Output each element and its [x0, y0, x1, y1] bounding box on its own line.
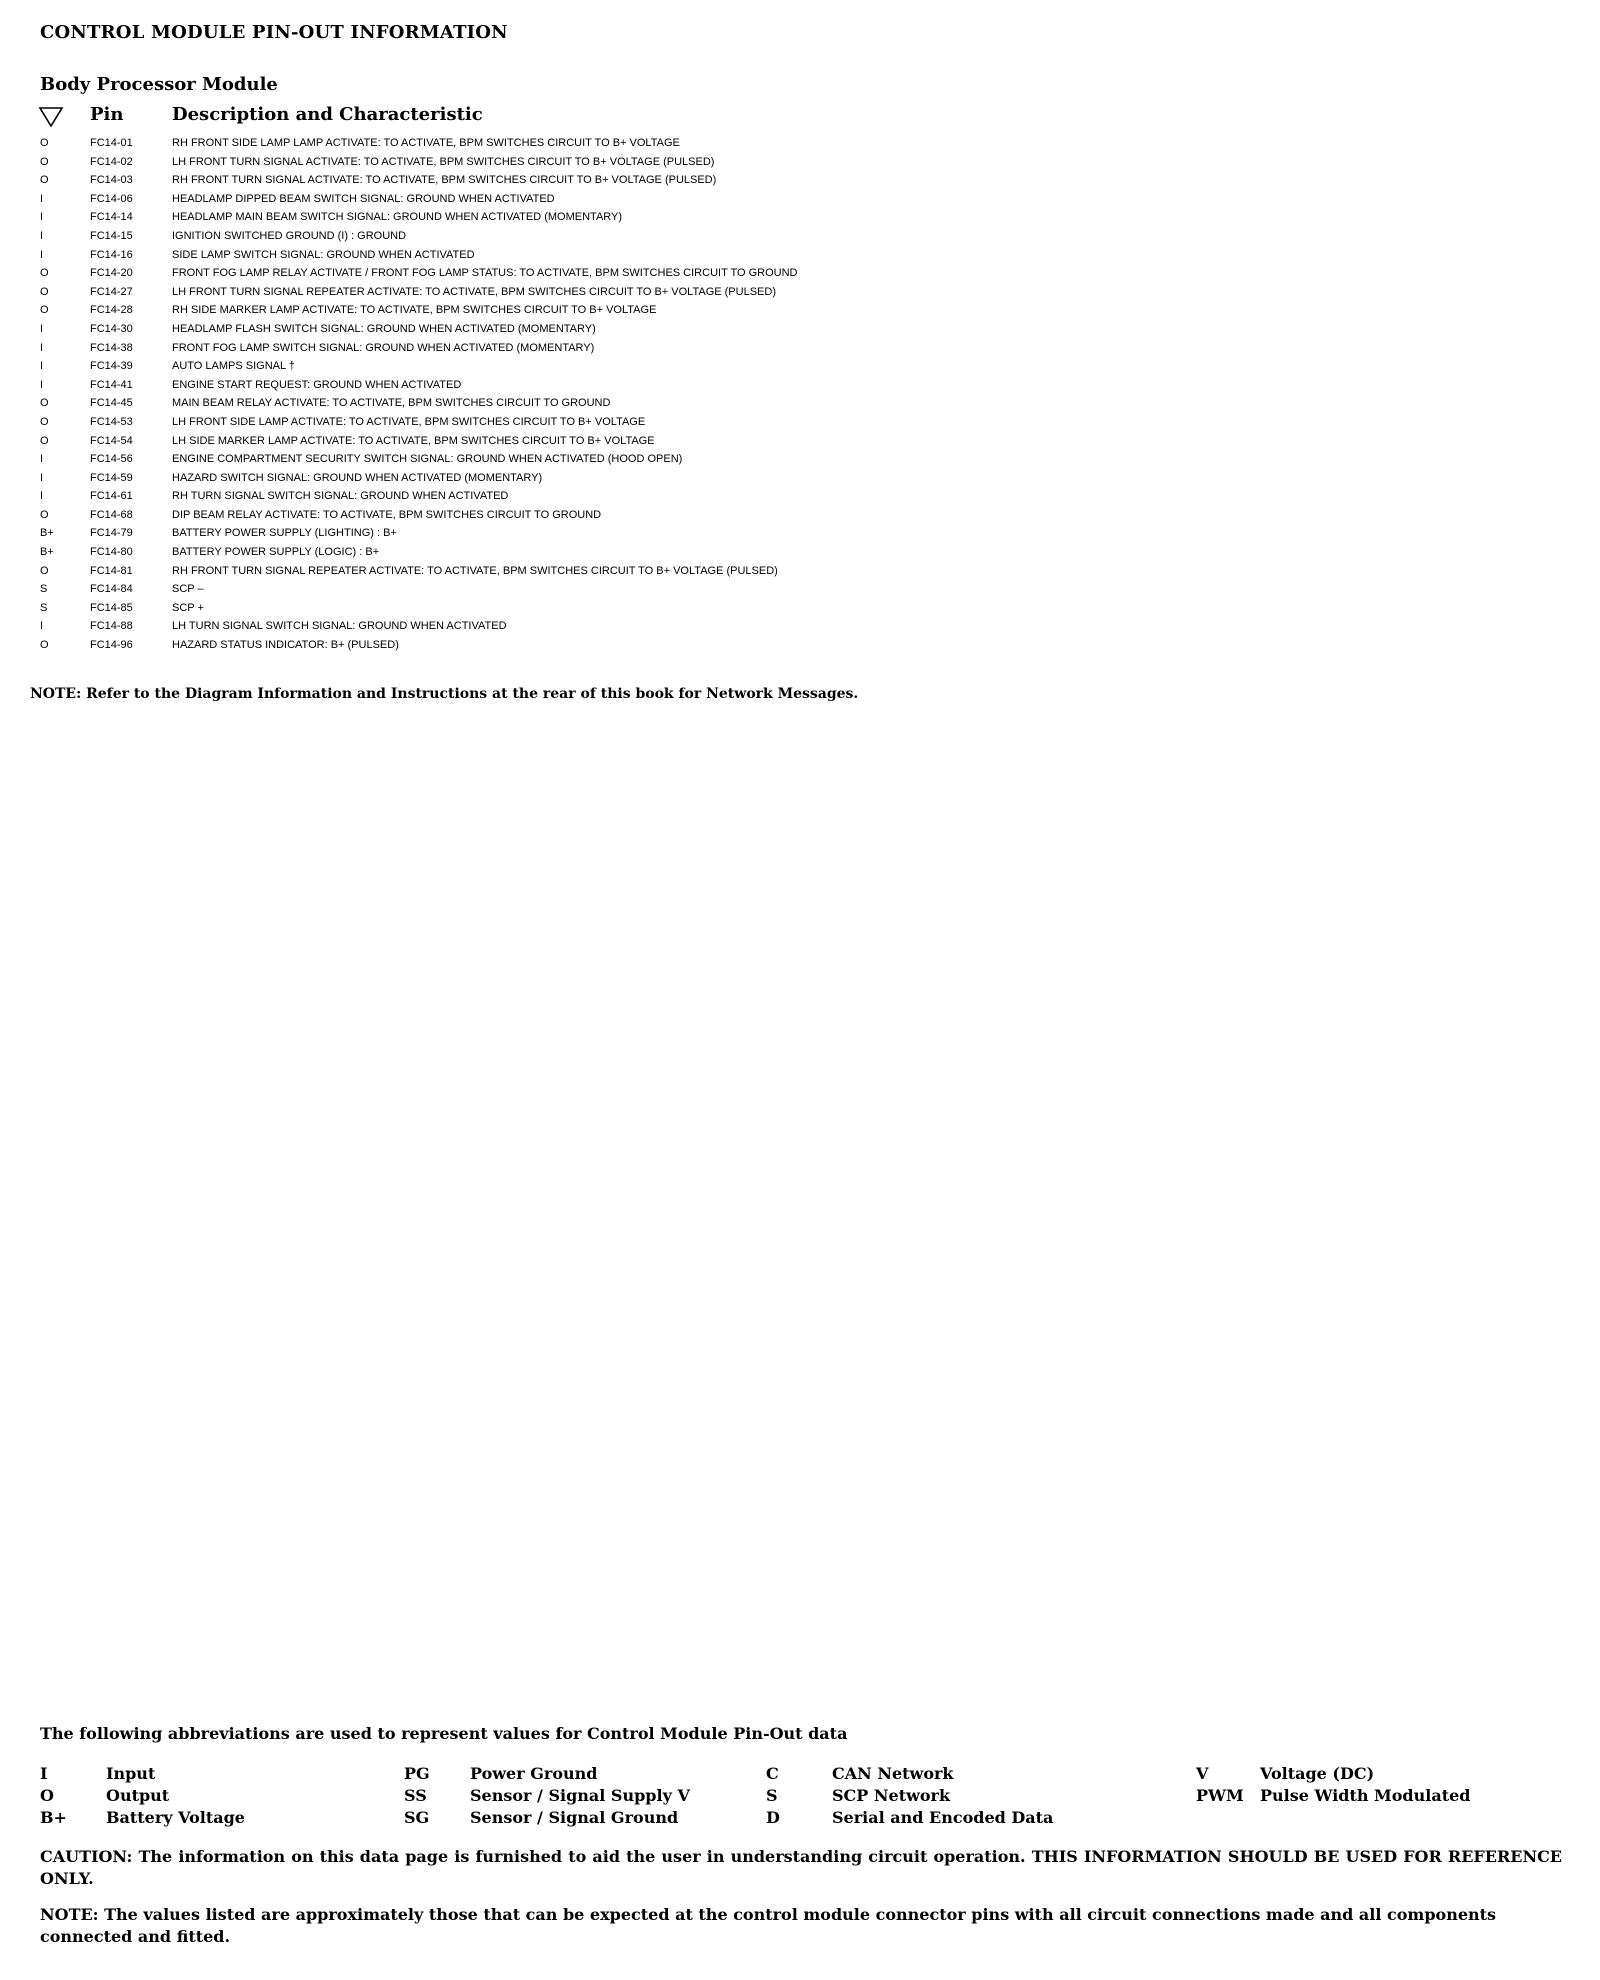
pin-id: FC14-14 — [90, 211, 133, 224]
abbreviation-meaning: Input — [106, 1764, 156, 1783]
pin-type: O — [40, 267, 49, 280]
pin-id: FC14-01 — [90, 137, 133, 149]
pin-id: FC14-81 — [90, 564, 133, 577]
table-row — [40, 320, 1240, 339]
abbreviation-meaning: Serial and Encoded Data — [832, 1808, 1054, 1827]
table-row — [40, 246, 1240, 265]
pin-type: S — [40, 601, 48, 614]
table-row — [40, 134, 1240, 153]
pin-type: O — [40, 137, 49, 149]
pin-id: FC14-96 — [90, 639, 133, 652]
pin-description: RH SIDE MARKER LAMP ACTIVATE: TO ACTIVATE, BPM SWITCHES CIRCUIT TO B+ VOLTAGE — [172, 304, 657, 317]
triangle-down-icon — [38, 106, 64, 128]
table-row — [40, 413, 1240, 432]
pin-description: IGNITION SWITCHED GROUND (I) : GROUND — [172, 229, 407, 242]
pin-id: FC14-56 — [90, 453, 133, 466]
pin-id: FC14-61 — [90, 490, 133, 503]
caution-text: CAUTION: The information on this data page is furnished to aid the user in understanding circuit operation. THIS INFORMATION SHOULD BE USED FOR REFERENCE ONLY. — [40, 1847, 1562, 1888]
pin-id: FC14-20 — [90, 267, 133, 280]
pin-description: SCP – — [172, 583, 204, 596]
pin-description: LH TURN SIGNAL SWITCH SIGNAL: GROUND WHEN ACTIVATED — [172, 620, 507, 633]
pin-id: FC14-39 — [90, 360, 133, 373]
pin-type: B+ — [40, 527, 54, 540]
pin-type: I — [40, 211, 44, 224]
pin-id: FC14-53 — [90, 415, 133, 428]
abbreviation-code: S — [766, 1786, 778, 1805]
pin-description: RH FRONT SIDE LAMP LAMP ACTIVATE: TO ACTIVATE, BPM SWITCHES CIRCUIT TO B+ VOLTAGE — [172, 137, 680, 149]
pin-description: ENGINE COMPARTMENT SECURITY SWITCH SIGNAL: GROUND WHEN ACTIVATED (HOOD OPEN) — [172, 453, 683, 466]
pin-type: O — [40, 397, 49, 410]
abbreviation-code: C — [766, 1764, 779, 1783]
pin-id: FC14-80 — [90, 546, 133, 559]
pin-description: BATTERY POWER SUPPLY (LOGIC) : B+ — [172, 546, 380, 559]
table-row — [40, 339, 1240, 358]
table-row — [40, 376, 1240, 395]
header-description: Description and Characteristic — [172, 104, 483, 125]
page-title: CONTROL MODULE PIN-OUT INFORMATION — [40, 22, 508, 43]
table-row — [40, 171, 1240, 190]
pin-id: FC14-38 — [90, 341, 133, 354]
pin-description: FRONT FOG LAMP SWITCH SIGNAL: GROUND WHEN ACTIVATED (MOMENTARY) — [172, 341, 595, 354]
pin-type: I — [40, 229, 44, 242]
pin-description: LH FRONT TURN SIGNAL ACTIVATE: TO ACTIVATE, BPM SWITCHES CIRCUIT TO B+ VOLTAGE (PULSED) — [172, 155, 715, 168]
abbreviation-code: D — [766, 1808, 780, 1827]
pin-type: O — [40, 508, 49, 521]
pin-type: I — [40, 453, 44, 466]
pin-description: RH FRONT TURN SIGNAL ACTIVATE: TO ACTIVATE, BPM SWITCHES CIRCUIT TO B+ VOLTAGE (PULSED) — [172, 174, 717, 187]
pin-id: FC14-84 — [90, 583, 133, 596]
abbreviation-code: V — [1196, 1764, 1209, 1783]
pin-description: HEADLAMP DIPPED BEAM SWITCH SIGNAL: GROUND WHEN ACTIVATED — [172, 192, 555, 205]
pin-id: FC14-30 — [90, 322, 133, 335]
pin-id: FC14-88 — [90, 620, 133, 633]
abbreviation-meaning: Output — [106, 1786, 170, 1805]
network-messages-note: NOTE: Refer to the Diagram Information and Instructions at the rear of this book for Network Messages. — [30, 686, 859, 702]
table-row — [40, 469, 1240, 488]
pin-description: HAZARD SWITCH SIGNAL: GROUND WHEN ACTIVATED (MOMENTARY) — [172, 471, 543, 484]
pin-type: O — [40, 434, 49, 447]
table-row — [40, 153, 1240, 172]
abbreviation-meaning: Battery Voltage — [106, 1808, 245, 1827]
pin-description: HEADLAMP MAIN BEAM SWITCH SIGNAL: GROUND WHEN ACTIVATED (MOMENTARY) — [172, 211, 623, 224]
pin-id: FC14-06 — [90, 192, 133, 205]
table-row — [40, 562, 1240, 581]
table-row — [40, 190, 1240, 209]
pin-description: HAZARD STATUS INDICATOR: B+ (PULSED) — [172, 639, 399, 652]
table-row — [40, 580, 1240, 599]
abbreviation-meaning: SCP Network — [832, 1786, 951, 1805]
abbreviation-code: SG — [404, 1808, 430, 1827]
abbreviation-meaning: Power Ground — [470, 1764, 598, 1783]
pin-type: O — [40, 415, 49, 428]
table-row — [40, 208, 1240, 227]
pin-id: FC14-59 — [90, 471, 133, 484]
abbreviation-code: PWM — [1196, 1786, 1244, 1805]
pin-id: FC14-02 — [90, 155, 133, 168]
abbreviation-code: PG — [404, 1764, 430, 1783]
abbreviations-intro: The following abbreviations are used to represent values for Control Module Pin-Out data — [40, 1724, 848, 1743]
pin-description: SIDE LAMP SWITCH SIGNAL: GROUND WHEN ACTIVATED — [172, 248, 475, 261]
pin-description: SCP + — [172, 601, 204, 614]
pin-description: RH TURN SIGNAL SWITCH SIGNAL: GROUND WHEN ACTIVATED — [172, 490, 509, 503]
abbreviation-meaning: Pulse Width Modulated — [1260, 1786, 1471, 1805]
pin-id: FC14-16 — [90, 248, 133, 261]
table-row — [40, 283, 1240, 302]
pin-description: DIP BEAM RELAY ACTIVATE: TO ACTIVATE, BPM SWITCHES CIRCUIT TO GROUND — [172, 508, 602, 521]
pin-id: FC14-03 — [90, 174, 133, 187]
abbreviation-meaning: Sensor / Signal Supply V — [470, 1786, 690, 1805]
abbreviation-code: B+ — [40, 1808, 67, 1827]
pin-type: O — [40, 174, 49, 187]
pin-type: I — [40, 471, 44, 484]
abbreviation-meaning: Sensor / Signal Ground — [470, 1808, 679, 1827]
pin-description: MAIN BEAM RELAY ACTIVATE: TO ACTIVATE, BPM SWITCHES CIRCUIT TO GROUND — [172, 397, 611, 410]
abbreviation-code: SS — [404, 1786, 427, 1805]
pin-id: FC14-79 — [90, 527, 133, 540]
pin-id: FC14-15 — [90, 229, 133, 242]
pin-description: AUTO LAMPS SIGNAL † — [172, 360, 295, 373]
table-row — [40, 506, 1240, 525]
pin-description: HEADLAMP FLASH SWITCH SIGNAL: GROUND WHEN ACTIVATED (MOMENTARY) — [172, 322, 596, 335]
pin-description: LH FRONT TURN SIGNAL REPEATER ACTIVATE: TO ACTIVATE, BPM SWITCHES CIRCUIT TO B+ VOLTAGE (PULSED) — [172, 285, 776, 298]
pin-description: LH FRONT SIDE LAMP ACTIVATE: TO ACTIVATE, BPM SWITCHES CIRCUIT TO B+ VOLTAGE — [172, 415, 646, 428]
pin-id: FC14-68 — [90, 508, 133, 521]
pin-id: FC14-41 — [90, 378, 133, 391]
pin-description: BATTERY POWER SUPPLY (LIGHTING) : B+ — [172, 527, 397, 540]
pin-description: ENGINE START REQUEST: GROUND WHEN ACTIVATED — [172, 378, 462, 391]
table-row — [40, 432, 1240, 451]
abbreviation-code: O — [40, 1786, 54, 1805]
abbreviation-code: I — [40, 1764, 48, 1783]
pin-type: O — [40, 304, 49, 317]
pin-description: FRONT FOG LAMP RELAY ACTIVATE / FRONT FOG LAMP STATUS: TO ACTIVATE, BPM SWITCHES CIRCUIT TO GROUND — [172, 267, 798, 280]
pin-type: I — [40, 360, 44, 373]
pin-id: FC14-27 — [90, 285, 133, 298]
pin-type: S — [40, 583, 48, 596]
abbreviation-meaning: Voltage (DC) — [1260, 1764, 1375, 1783]
pin-type: O — [40, 639, 49, 652]
module-name: Body Processor Module — [40, 74, 278, 95]
header-pin: Pin — [90, 104, 124, 125]
pin-type: O — [40, 155, 49, 168]
pin-type: I — [40, 620, 44, 633]
table-row — [40, 450, 1240, 469]
pinout-table — [40, 134, 1240, 655]
pin-id: FC14-28 — [90, 304, 133, 317]
pin-type: B+ — [40, 546, 54, 559]
pin-type: I — [40, 378, 44, 391]
pin-type: I — [40, 490, 44, 503]
pin-type: O — [40, 564, 49, 577]
table-row — [40, 264, 1240, 283]
table-row — [40, 524, 1240, 543]
pin-type: I — [40, 341, 44, 354]
pin-type: I — [40, 248, 44, 261]
pin-id: FC14-85 — [90, 601, 133, 614]
pin-description: LH SIDE MARKER LAMP ACTIVATE: TO ACTIVATE, BPM SWITCHES CIRCUIT TO B+ VOLTAGE — [172, 434, 655, 447]
pin-type: I — [40, 322, 44, 335]
table-row — [40, 227, 1240, 246]
table-row — [40, 357, 1240, 376]
table-row — [40, 301, 1240, 320]
values-note: NOTE: The values listed are approximately those that can be expected at the control module connector pins with all circuit connections made and all components connected and fitted. — [40, 1905, 1497, 1946]
table-row — [40, 617, 1240, 636]
table-row — [40, 543, 1240, 562]
table-row — [40, 487, 1240, 506]
table-row — [40, 599, 1240, 618]
pin-description: RH FRONT TURN SIGNAL REPEATER ACTIVATE: TO ACTIVATE, BPM SWITCHES CIRCUIT TO B+ VOLTAGE (PULSED) — [172, 564, 778, 577]
pin-type: O — [40, 285, 49, 298]
abbreviation-meaning: CAN Network — [832, 1764, 954, 1783]
table-header — [38, 102, 938, 128]
table-row — [40, 394, 1240, 413]
pin-id: FC14-45 — [90, 397, 133, 410]
table-row — [40, 636, 1240, 655]
pin-type: I — [40, 192, 44, 205]
pin-id: FC14-54 — [90, 434, 133, 447]
